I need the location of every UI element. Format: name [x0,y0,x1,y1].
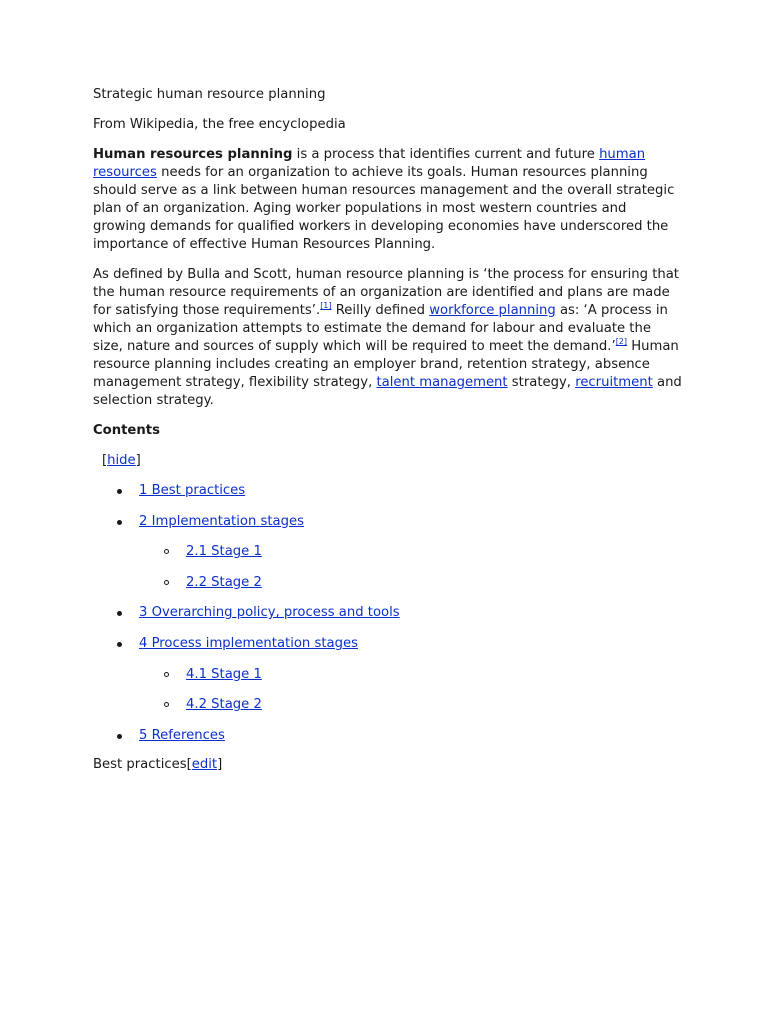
bullet-icon [117,611,122,616]
section-heading-best-practices [93,756,683,774]
toc-link[interactable]: 1 Best practices [139,483,246,498]
article-subtitle: From Wikipedia, the free encyclopedia [93,117,346,132]
link-human-resources[interactable]: human resources [93,147,646,180]
toc-link[interactable]: 3 Overarching policy, process and tools [139,605,400,621]
intro-bold-term: Human resources planning [93,147,293,162]
toc-item-implementation-stages[interactable] [93,513,683,531]
toc-link[interactable]: 4.1 Stage 1 [186,666,262,682]
toc-link[interactable]: 2.2 Stage 2 [186,574,262,590]
link-recruitment[interactable]: recruitment [575,375,653,390]
bullet-icon [117,520,122,525]
toc-link[interactable]: 4.2 Stage 2 [186,697,262,713]
article-title: Strategic human resource planning [93,87,326,102]
toc-item-references[interactable] [93,727,683,745]
circle-bullet-icon [164,702,169,707]
definition-text-2: Reilly defined [331,303,430,318]
toc-item-implementation-stage-1[interactable] [93,543,683,561]
toc-link[interactable]: 5 References [139,727,225,743]
toc-hide-toggle [102,452,683,470]
bullet-icon [117,734,122,739]
definition-text-1: As defined by Bulla and Scott, human resource planning is ‘the process for ensuring that the human resource requirements of an organization are identified and plans are made for satisfying those requirements’. [93,267,679,318]
toc-link[interactable]: 4 Process implementation stages [139,635,358,651]
definition-text-5: strategy, [507,375,576,390]
toc-item-best-practices[interactable] [93,482,683,500]
bullet-icon [117,642,122,647]
intro-paragraph [93,146,683,254]
definition-paragraph [93,266,683,410]
toc-link[interactable]: 2.1 Stage 1 [186,544,262,560]
circle-bullet-icon [164,580,169,585]
definition-text-6: and selection strategy. [93,375,682,408]
citation-1-link[interactable]: [1] [320,301,332,310]
bracket-close: ] [217,757,223,773]
intro-text-2: needs for an organization to achieve its goals. Human resources planning should serve as a link between human resources management and the overall strategic plan of an organization. Aging worker populations in most western countries and growing demands for qualified workers in developing economies have underscored the importance of effective Human Resources Planning. [93,165,675,252]
toc-item-implementation-stage-2[interactable] [93,574,683,592]
toc-item-process-stage-1[interactable] [93,666,683,684]
section-heading-text: Best practices [93,757,187,773]
bracket-open: [ [102,453,108,468]
contents-heading: Contents [93,423,160,438]
toc-hide-link[interactable]: hide [107,453,136,468]
table-of-contents [93,482,683,745]
toc-item-process-stage-2[interactable] [93,696,683,714]
definition-text-3: as: ‘A process in which an organization attempts to estimate the demand for labour and evaluate the size, nature and sources of supply which will be required to meet the demand.’ [93,303,668,354]
definition-text-4: Human resource planning includes creating an employer brand, retention strategy, absence management strategy, flexibility strategy, [93,339,679,390]
circle-bullet-icon [164,672,169,677]
toc-link[interactable]: 2 Implementation stages [139,513,304,529]
link-talent-management[interactable]: talent management [376,375,508,390]
intro-text-1: is a process that identifies current and future [292,147,600,162]
link-workforce-planning[interactable]: workforce planning [429,303,556,318]
circle-bullet-icon [164,549,169,554]
bracket-close: ] [135,453,141,468]
bullet-icon [117,489,122,494]
bracket-open: [ [186,757,192,773]
toc-item-overarching-policy[interactable] [93,604,683,622]
section-edit-link[interactable]: edit [191,757,218,773]
toc-item-process-implementation-stages[interactable] [93,635,683,653]
citation-2-link[interactable]: [2] [615,337,628,346]
